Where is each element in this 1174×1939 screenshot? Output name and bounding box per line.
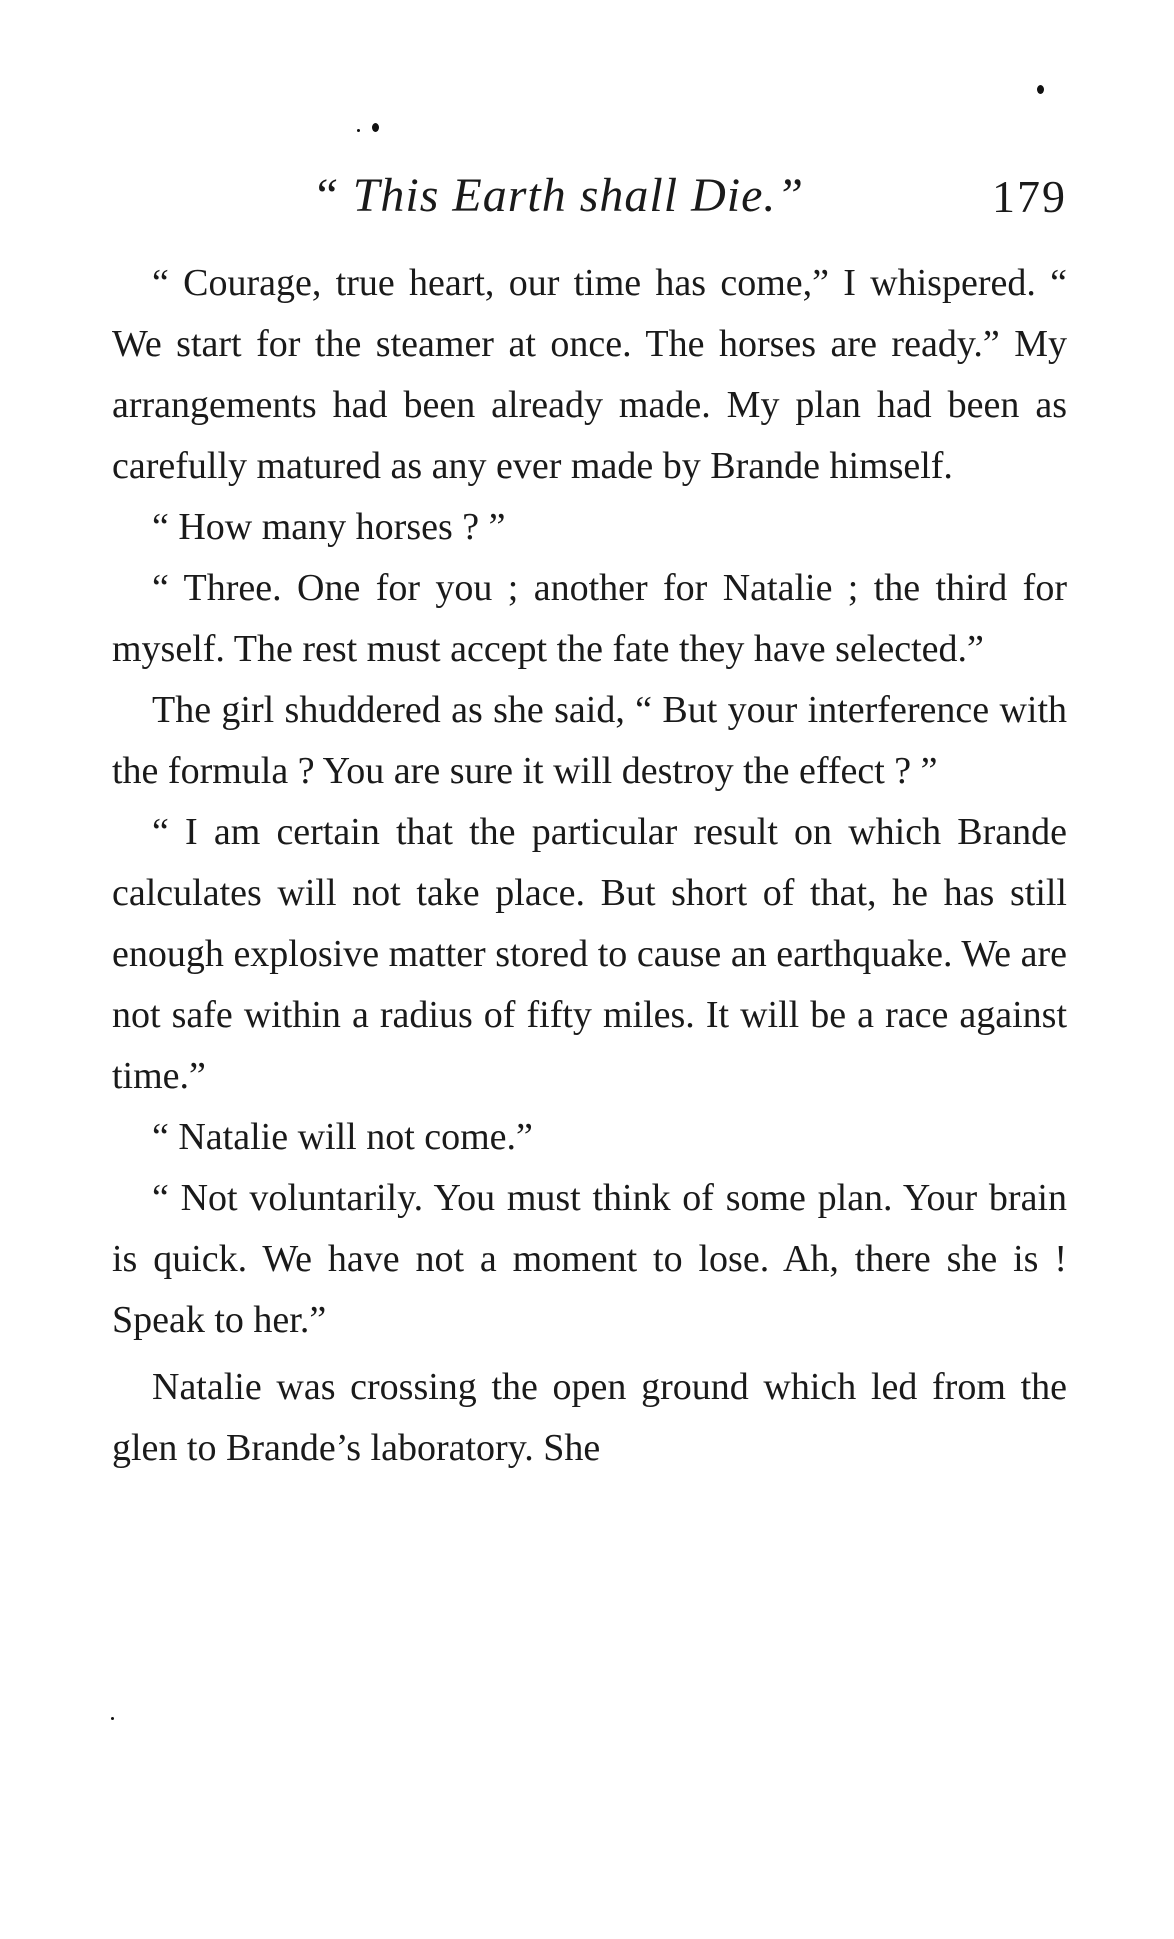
paragraph: Natalie was crossing the open ground which led from the glen to Brande’s laboratory. She [112, 1366, 1067, 1469]
print-speck [111, 1717, 114, 1720]
print-speck [357, 129, 360, 132]
page-number: 179 [992, 171, 1067, 222]
print-speck [1037, 85, 1044, 94]
paragraph: The girl shuddered as she said, “ But your interference with the formula ? You are sure it will destroy the effect ? ” [112, 689, 1067, 792]
running-head [112, 168, 1067, 228]
body-text [112, 253, 1067, 1479]
paragraph: “ Not voluntarily. You must think of some plan. Your brain is quick. We have not a moment to lose. Ah, there she is ! Speak to her.” [112, 1177, 1067, 1341]
running-title: “ This Earth shall Die.” [312, 169, 805, 222]
paragraph: “ I am certain that the particular result on which Brande calculates will not take place. But short of that, he has still enough explosive matter stored to cause an earthquake. We are not safe within a radius of fifty miles. It will be a race against time.” [112, 811, 1067, 1097]
paragraph: “ Natalie will not come.” [152, 1116, 533, 1158]
paragraph: “ Courage, true heart, our time has come,” I whispered. “ We start for the steamer at once. The horses are ready.” My arrangements had been already made. My plan had been as carefully matured as any ever made by Brande himself. [112, 262, 1067, 487]
paragraph: “ How many horses ? ” [152, 506, 506, 548]
paragraph: “ Three. One for you ; another for Natalie ; the third for myself. The rest must accept the fate they have selected.” [112, 567, 1067, 670]
print-speck [372, 123, 379, 132]
